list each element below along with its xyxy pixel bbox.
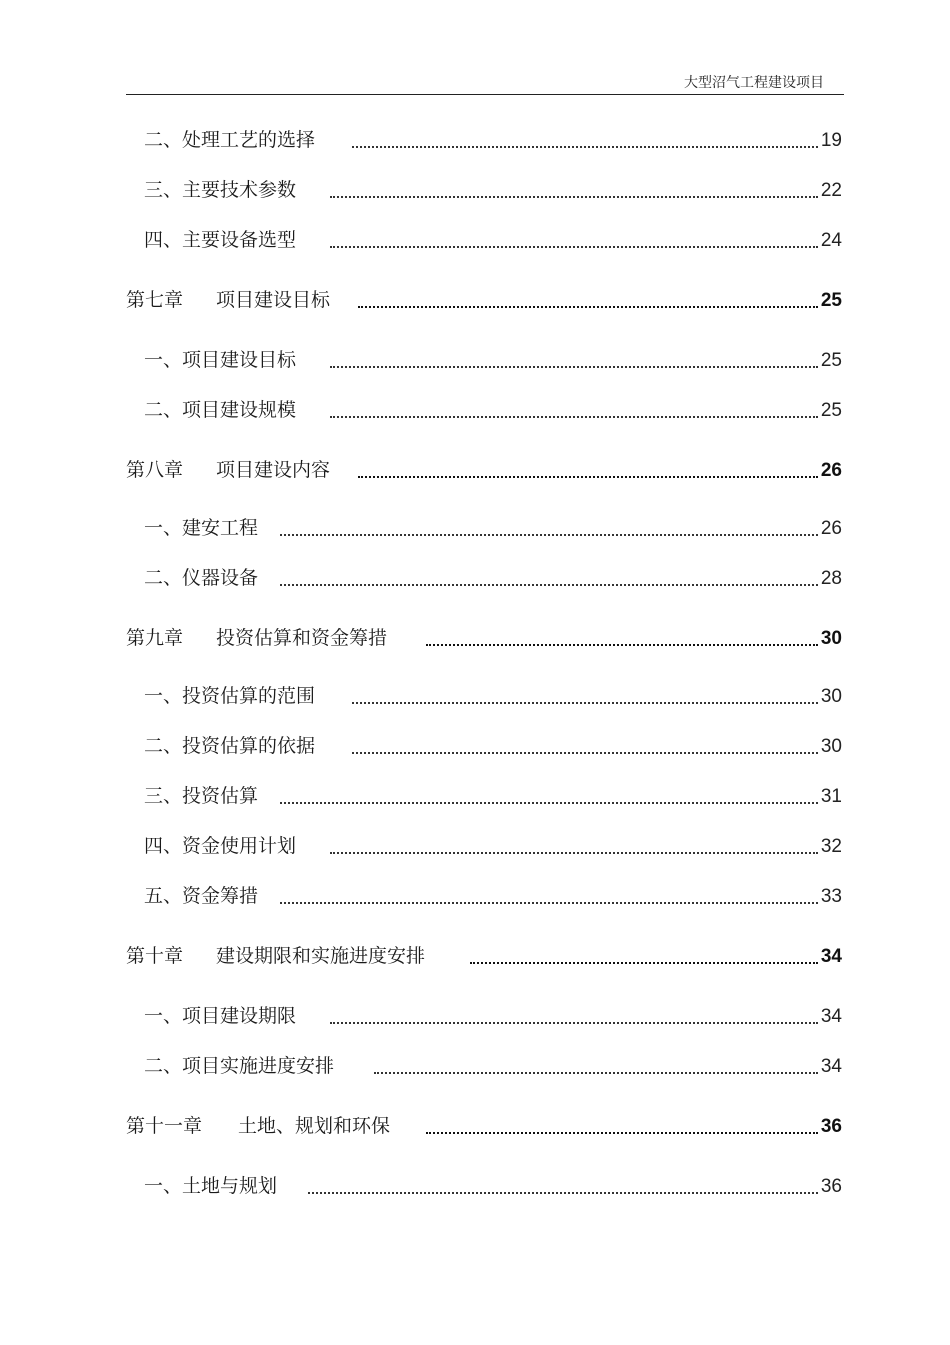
- chapter-number: 第十章: [126, 945, 184, 967]
- page-number: 32: [820, 836, 842, 857]
- toc-section-entry[interactable]: [0, 126, 950, 156]
- toc-entry-label: [126, 1111, 390, 1138]
- toc-entry-label: 二、项目建设规模: [144, 399, 297, 421]
- chapter-title: 项目建设内容: [216, 459, 331, 481]
- chapter-number: 第八章: [126, 459, 184, 481]
- toc-entry-label: 二、项目实施进度安排: [144, 1055, 335, 1077]
- chapter-number: 第九章: [126, 627, 184, 649]
- dot-leader: [330, 852, 818, 854]
- page-number: 31: [820, 786, 842, 807]
- dot-leader: [330, 246, 818, 248]
- dot-leader: [352, 752, 818, 754]
- toc-chapter-entry[interactable]: [0, 624, 950, 654]
- page-number: 26: [820, 518, 842, 539]
- toc-entry-label: 二、仪器设备: [144, 567, 259, 589]
- toc-entry-label: 二、投资估算的依据: [144, 735, 316, 757]
- page-number: 24: [820, 230, 842, 251]
- page-number: 25: [820, 400, 842, 421]
- toc-entry-label: 一、项目建设期限: [144, 1005, 297, 1027]
- toc-section-entry[interactable]: [0, 1172, 950, 1202]
- chapter-number: 第十一章: [126, 1115, 203, 1137]
- toc-entry-label: [126, 941, 425, 968]
- toc-section-entry[interactable]: [0, 176, 950, 206]
- page-number: 34: [820, 1006, 842, 1027]
- toc-section-entry[interactable]: [0, 564, 950, 594]
- dot-leader: [358, 306, 818, 308]
- page-number: 19: [820, 130, 842, 151]
- dot-leader: [330, 1022, 818, 1024]
- dot-leader: [352, 702, 818, 704]
- page-number: 26: [820, 460, 842, 481]
- dot-leader: [330, 416, 818, 418]
- chapter-title: 土地、规划和环保: [238, 1115, 391, 1137]
- toc-entry-label: 四、主要设备选型: [144, 229, 297, 251]
- toc-entry-label: 一、投资估算的范围: [144, 685, 316, 707]
- toc-entry-label: [126, 623, 387, 650]
- dot-leader: [280, 584, 818, 586]
- toc-entry-label: 三、主要技术参数: [144, 179, 297, 201]
- chapter-title: 建设期限和实施进度安排: [216, 945, 426, 967]
- chapter-title: 项目建设目标: [216, 289, 331, 311]
- dot-leader: [280, 902, 818, 904]
- toc-section-entry[interactable]: [0, 782, 950, 812]
- page-number: 25: [820, 350, 842, 371]
- page-number: 34: [820, 946, 842, 967]
- page-number: 30: [820, 686, 842, 707]
- toc-entry-label: 一、建安工程: [144, 517, 259, 539]
- dot-leader: [470, 962, 818, 964]
- page-number: 36: [820, 1116, 842, 1137]
- toc-entry-label: [126, 285, 330, 312]
- dot-leader: [352, 146, 818, 148]
- toc-section-entry[interactable]: [0, 832, 950, 862]
- toc-chapter-entry[interactable]: [0, 456, 950, 486]
- header-title: 大型沼气工程建设项目: [684, 75, 824, 91]
- dot-leader: [330, 366, 818, 368]
- dot-leader: [358, 476, 818, 478]
- toc-entry-label: 一、项目建设目标: [144, 349, 297, 371]
- dot-leader: [308, 1192, 818, 1194]
- toc-entry-label: [126, 455, 330, 482]
- dot-leader: [374, 1072, 818, 1074]
- toc-section-entry[interactable]: [0, 226, 950, 256]
- toc-section-entry[interactable]: [0, 396, 950, 426]
- toc-section-entry[interactable]: [0, 1052, 950, 1082]
- toc-section-entry[interactable]: [0, 882, 950, 912]
- toc-section-entry[interactable]: [0, 732, 950, 762]
- toc-chapter-entry[interactable]: [0, 286, 950, 316]
- page-number: 36: [820, 1176, 842, 1197]
- toc-chapter-entry[interactable]: [0, 942, 950, 972]
- toc-chapter-entry[interactable]: [0, 1112, 950, 1142]
- dot-leader: [426, 1132, 818, 1134]
- toc-entry-label: 三、投资估算: [144, 785, 259, 807]
- toc-entry-label: 五、资金筹措: [144, 885, 259, 907]
- page-number: 33: [820, 886, 842, 907]
- dot-leader: [280, 534, 818, 536]
- chapter-title: 投资估算和资金筹措: [216, 627, 388, 649]
- toc-entry-label: 一、土地与规划: [144, 1175, 278, 1197]
- toc-section-entry[interactable]: [0, 1002, 950, 1032]
- toc-entry-label: 二、处理工艺的选择: [144, 129, 316, 151]
- toc-entry-label: 四、资金使用计划: [144, 835, 297, 857]
- page-number: 30: [820, 736, 842, 757]
- dot-leader: [426, 644, 818, 646]
- toc-section-entry[interactable]: [0, 346, 950, 376]
- page-number: 34: [820, 1056, 842, 1077]
- toc-section-entry[interactable]: [0, 682, 950, 712]
- page-number: 25: [820, 290, 842, 311]
- dot-leader: [280, 802, 818, 804]
- page-number: 28: [820, 568, 842, 589]
- toc-section-entry[interactable]: [0, 514, 950, 544]
- chapter-number: 第七章: [126, 289, 184, 311]
- page-number: 30: [820, 628, 842, 649]
- page-number: 22: [820, 180, 842, 201]
- dot-leader: [330, 196, 818, 198]
